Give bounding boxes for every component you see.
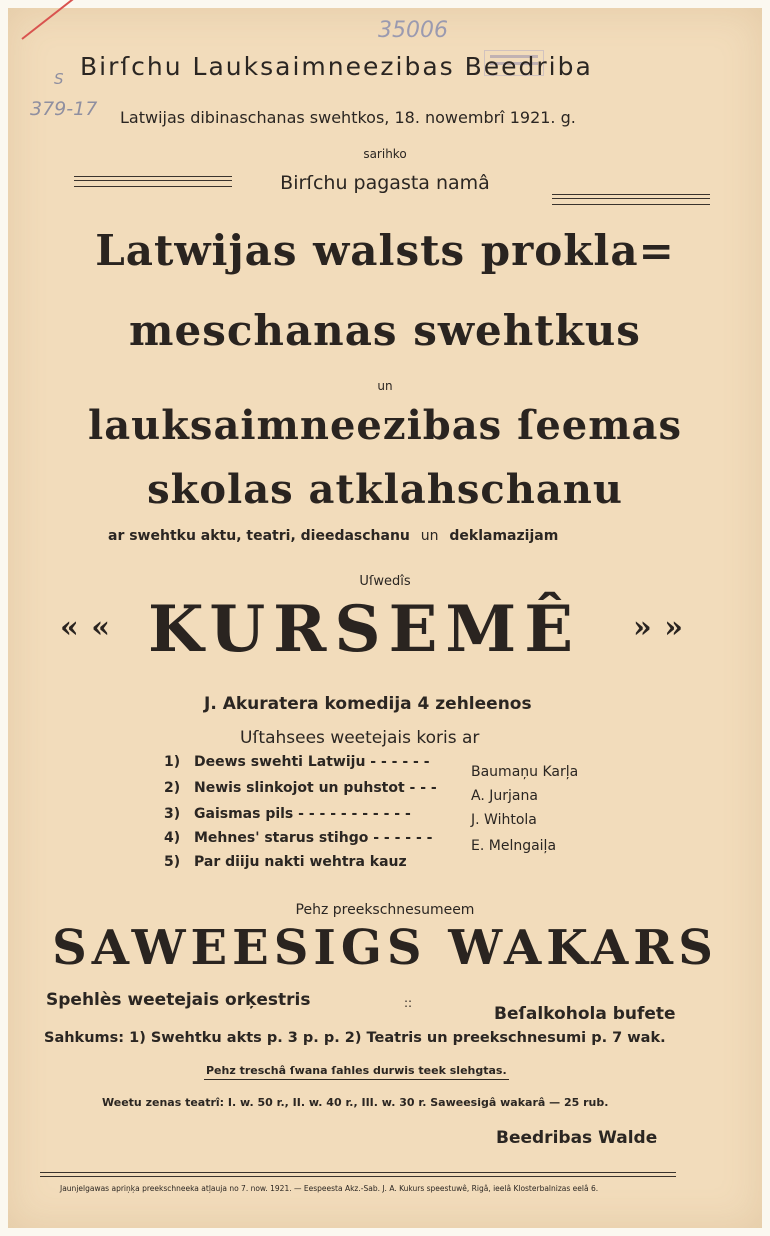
buffet-line: Beſalkohola bufete: [494, 1004, 676, 1024]
doors-note: Pehz treschâ ſwana ſahles durwis teek slehgtas.: [204, 1064, 509, 1080]
quote-open: « «: [60, 610, 111, 645]
archive-left-mark: S: [54, 70, 64, 88]
song-title: Deews swehti Latwiju - - - - - -: [194, 754, 430, 770]
song-number: 3): [164, 806, 181, 822]
start-times: Sahkums: 1) Swehtku akts p. 3 p. p. 2) Teatris un preekschnesumi p. 7 wak.: [44, 1030, 666, 1046]
organizes-word: sarihko: [363, 147, 407, 161]
song-number: 4): [164, 830, 181, 846]
headline-line-3: lauksaimneezibas ſeemas: [88, 402, 682, 449]
play-intro: Uſwedîs: [359, 574, 411, 589]
song-author: A. Jurjana: [471, 788, 538, 804]
song-title: Par diiju nakti wehtra kauz: [194, 854, 407, 870]
headline-line-1: Latwijas walsts prokla=: [95, 226, 675, 275]
song-title: Gaismas pils - - - - - - - - - - -: [194, 806, 411, 822]
program-note-part-a: ar swehtku aktu, teatri, dieedaschanu: [108, 528, 410, 544]
song-number: 1): [164, 754, 181, 770]
play-title: KURSEMÊ: [148, 592, 581, 667]
evening-title: SAWEESIGS WAKARS: [52, 920, 718, 976]
song-author: Baumaņu Karļa: [471, 764, 579, 780]
song-title: Newis slinkojot un puhstot - - -: [194, 780, 437, 796]
program-note-un: un: [420, 528, 439, 544]
printer-imprint: Jaunjelgawas apriņķa preekschneeka atļauja no 7. now. 1921. — Eespeesta Akz.-Sab. J. A. Kukurs speestuwê, Rigâ, ieelâ Klosterbalnizas eelâ 6.: [60, 1184, 599, 1193]
footer-rule: [40, 1172, 676, 1173]
song-title: Mehnes' starus stihgo - - - - - -: [194, 830, 433, 846]
poster-sheet: [8, 8, 762, 1228]
ornamental-rule-right: [552, 194, 710, 205]
song-number: 5): [164, 854, 181, 870]
headline-conjunction: un: [377, 379, 393, 393]
signature: Beedribas Walde: [496, 1128, 658, 1148]
headline-line-2: meschanas swehtkus: [129, 306, 641, 355]
archive-number: 35006: [378, 18, 448, 43]
footer-rule-thin: [40, 1176, 676, 1177]
archive-left-number: 379-17: [30, 98, 98, 120]
program-note: [108, 528, 558, 544]
society-name: Birſchu Lauksaimneezibas Beedriba: [80, 52, 593, 81]
quote-close: » »: [633, 610, 684, 645]
red-pencil-stroke: [21, 0, 88, 40]
ticket-prices: Weetu zenas teatrî: I. w. 50 r., II. w. 40 r., III. w. 30 r. Saweesigâ wakarâ — 25 rub.: [102, 1096, 609, 1109]
venue-line: Birſchu pagasta namâ: [280, 172, 490, 194]
song-author: E. Melngaiļa: [471, 838, 557, 854]
song-number: 2): [164, 780, 181, 796]
headline-line-4: skolas atklahschanu: [147, 466, 623, 513]
orchestra-line: Spehlès weetejais orķestris: [46, 990, 311, 1010]
evening-intro: Pehz preekschnesumeem: [295, 902, 475, 918]
song-author: J. Wihtola: [471, 812, 537, 828]
choir-intro: Uſtahsees weetejais koris ar: [240, 728, 480, 748]
program-note-part-b: deklamazijam: [449, 528, 559, 544]
occasion-line: Latwijas dibinaschanas swehtkos, 18. nowembrî 1921. g.: [120, 108, 576, 127]
play-subtitle: J. Akuratera komedija 4 zehleenos: [204, 694, 532, 714]
separator: ::: [404, 996, 413, 1010]
